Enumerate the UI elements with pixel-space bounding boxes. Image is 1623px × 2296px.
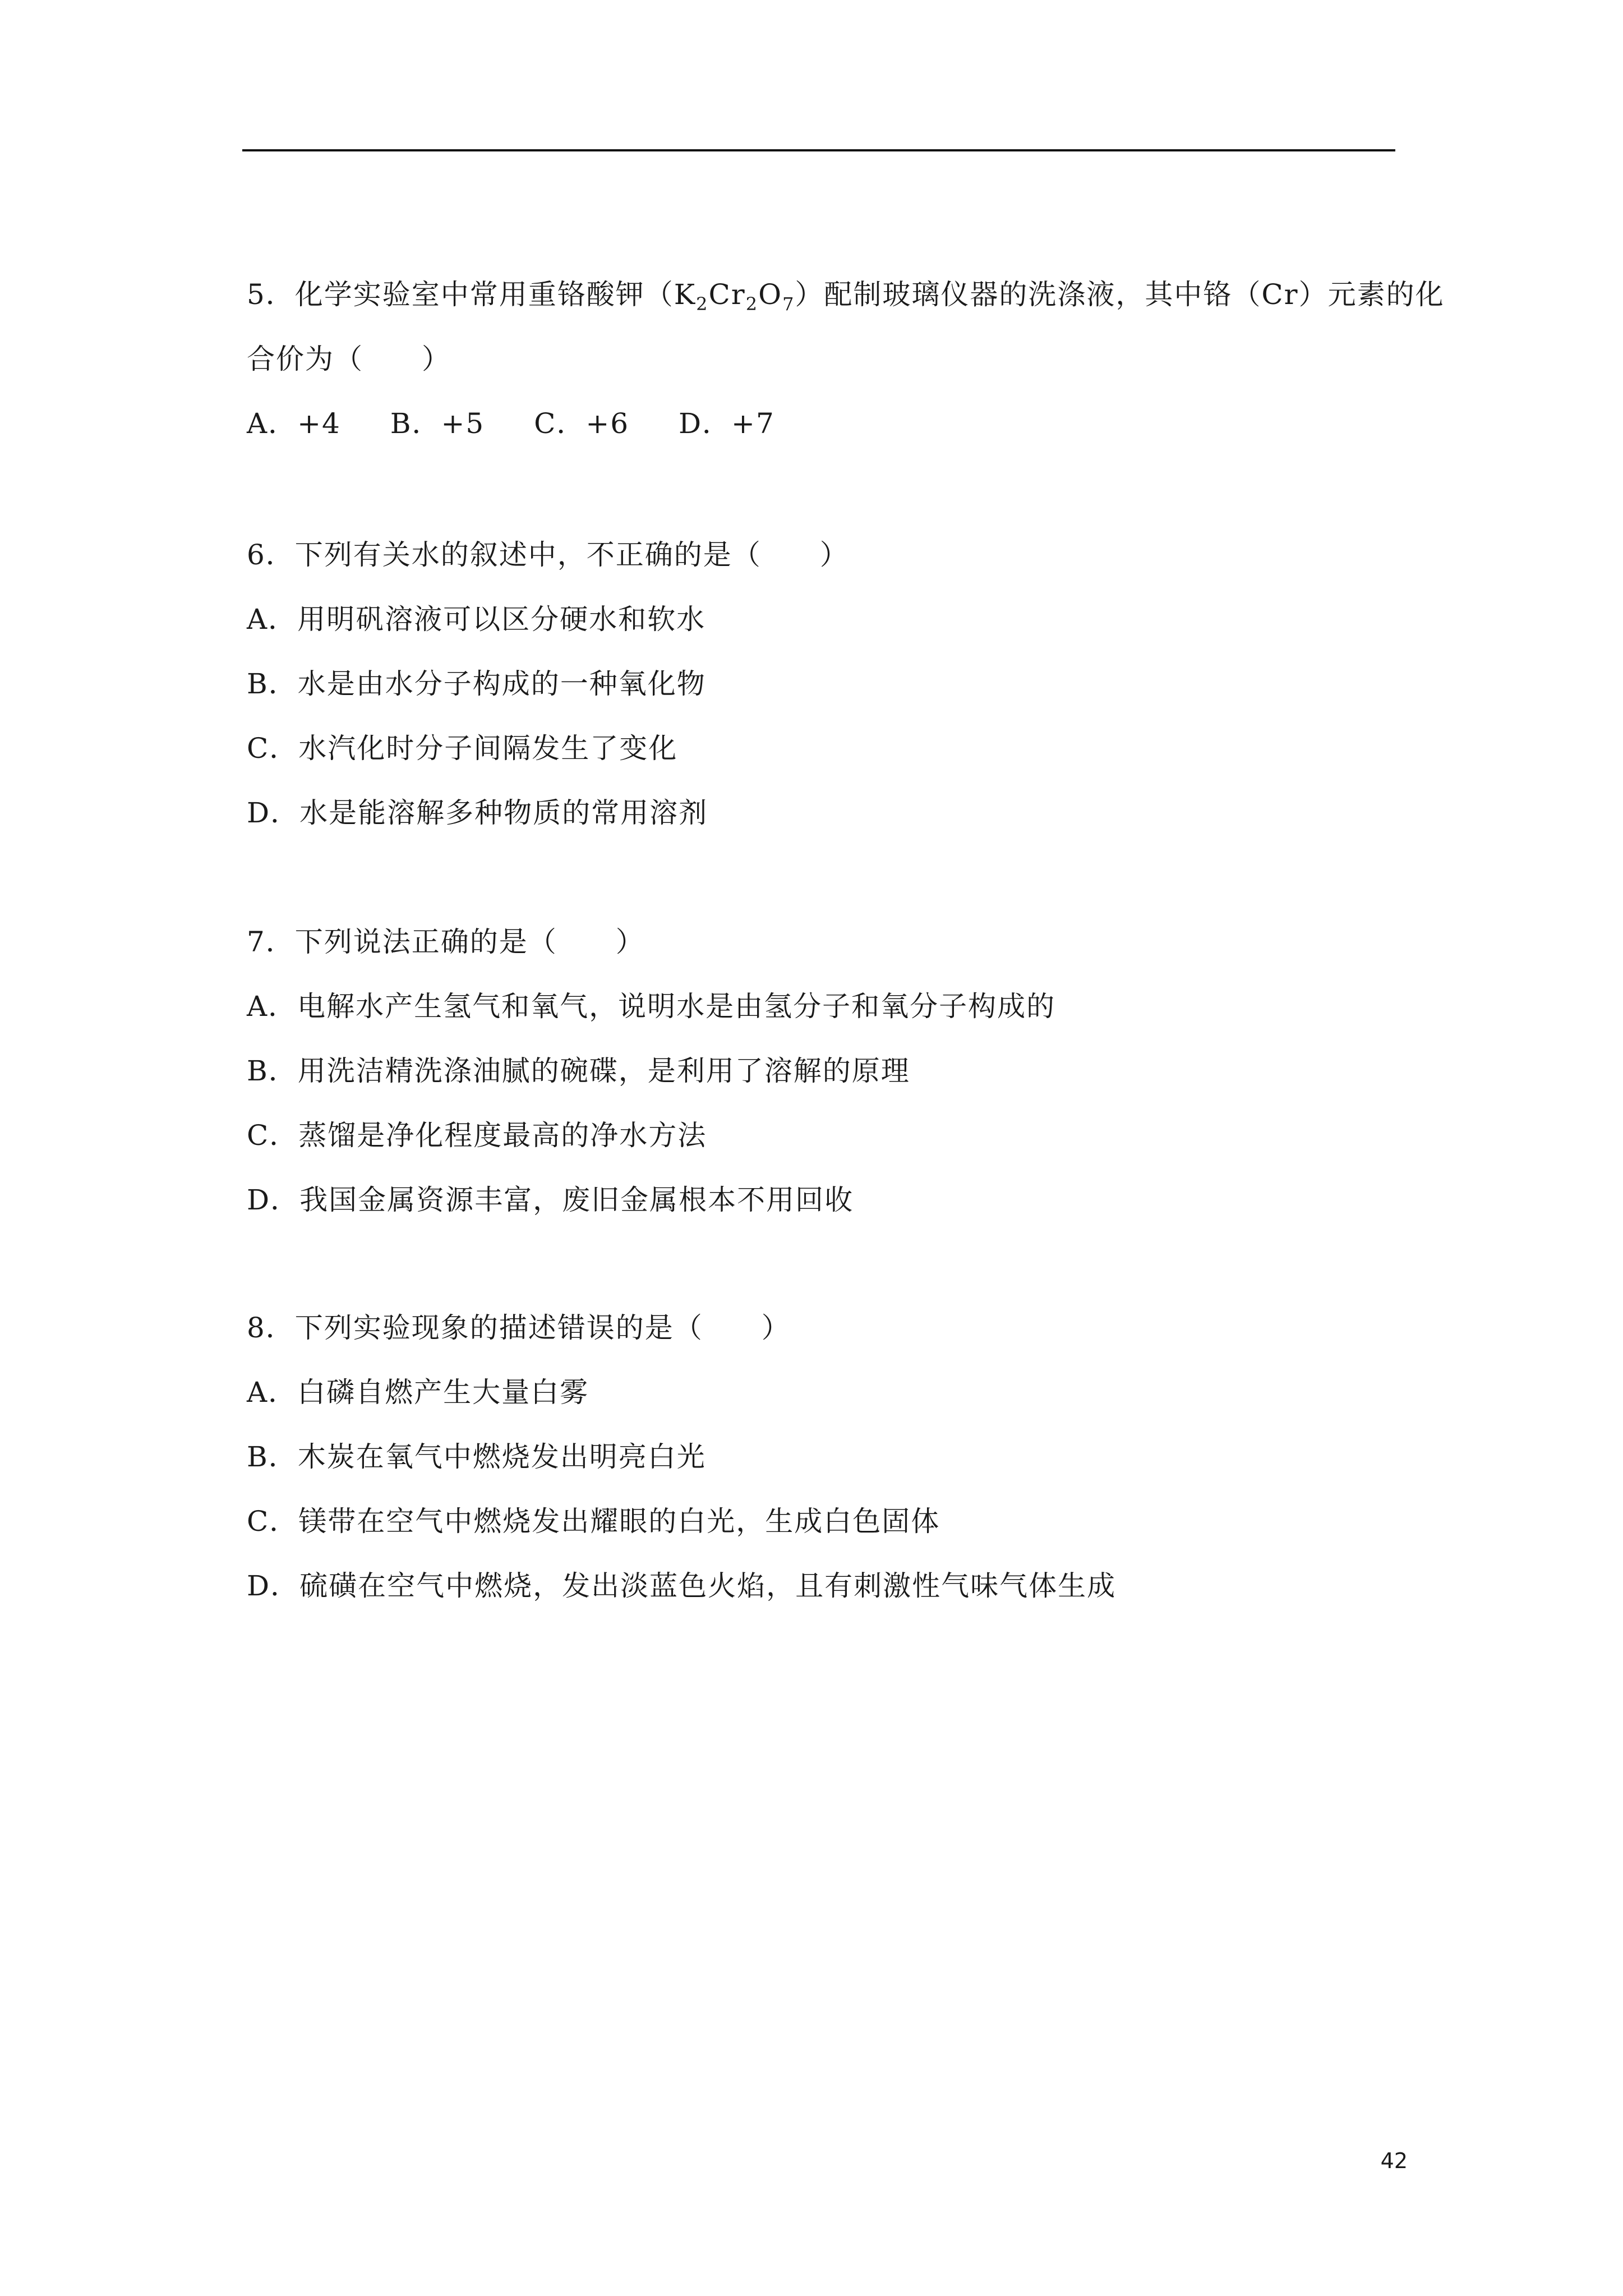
question-5-stem-line-2: 合价为（ ） xyxy=(247,343,451,375)
choice-c: C．蒸馏是净化程度最高的净水方法 xyxy=(247,1119,707,1152)
page-number: 42 xyxy=(1380,2148,1408,2173)
choice-a: A．白磷自燃产生大量白雾 xyxy=(247,1376,589,1409)
header-rule xyxy=(242,149,1395,151)
question-5 xyxy=(247,263,1445,456)
choice-b: B．+5 xyxy=(390,407,485,440)
choice-b: B．用洗洁精洗涤油腻的碗碟，是利用了溶解的原理 xyxy=(247,1055,910,1087)
choice-a: A．用明矾溶液可以区分硬水和软水 xyxy=(247,603,706,636)
choice-c: C．水汽化时分子间隔发生了变化 xyxy=(247,732,678,765)
question-6-stem: 6．下列有关水的叙述中，不正确的是（ ） xyxy=(247,539,849,571)
question-7-stem: 7．下列说法正确的是（ ） xyxy=(247,926,645,958)
question-6 xyxy=(247,523,1402,845)
choice-c: C．镁带在空气中燃烧发出耀眼的白光，生成白色固体 xyxy=(247,1505,940,1538)
question-8-stem: 8．下列实验现象的描述错误的是（ ） xyxy=(247,1312,791,1344)
choice-b: B．水是由水分子构成的一种氧化物 xyxy=(247,668,706,700)
question-5-stem-line-1: 5．化学实验室中常用重铬酸钾$(K_2Cr_2O_7)$配制玻璃仪器的洗涤液，其中铬（Cr）元素的化 xyxy=(247,278,1445,315)
question-8 xyxy=(247,1296,1402,1618)
question-5-choices xyxy=(247,392,1402,456)
choice-a: A．电解水产生氢气和氧气，说明水是由氢分子和氧分子构成的 xyxy=(247,990,1056,1023)
choice-c: C．+6 xyxy=(534,407,630,440)
choice-d: D．硫磺在空气中燃烧，发出淡蓝色火焰，且有刺激性气味气体生成 xyxy=(247,1570,1117,1602)
choice-d: D．+7 xyxy=(678,407,775,440)
choice-a: A．+4 xyxy=(247,407,341,440)
choice-d: D．我国金属资源丰富，废旧金属根本不用回收 xyxy=(247,1184,854,1216)
choice-b: B．木炭在氧气中燃烧发出明亮白光 xyxy=(247,1441,706,1473)
question-7 xyxy=(247,910,1402,1232)
choice-d: D．水是能溶解多种物质的常用溶剂 xyxy=(247,797,708,829)
